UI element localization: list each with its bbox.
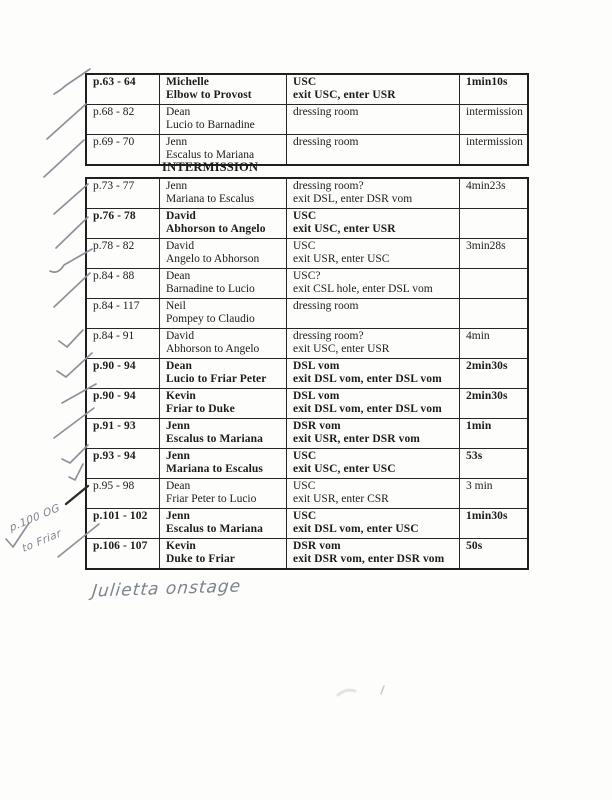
actor-change-cell: Jenn Escalus to Mariana	[159, 135, 286, 164]
pages-cell: p.93 - 94	[93, 450, 136, 462]
checkmark-p95	[69, 464, 83, 480]
slash-p68	[47, 104, 86, 139]
location-cell: USC exit USC, enter USR	[286, 75, 459, 104]
actor-change-cell: Jenn Escalus to Mariana	[159, 419, 286, 448]
location-cell: dressing room	[286, 105, 459, 134]
location-cell: USC exit USR, enter USC	[286, 239, 459, 268]
table-row	[87, 75, 527, 104]
time-cell	[459, 269, 527, 298]
table-row	[87, 538, 527, 568]
table-row	[87, 268, 527, 298]
bottom-handwritten-note: Julietta onstage	[90, 576, 243, 602]
time-cell: 53s	[459, 449, 527, 478]
time-cell: intermission	[459, 105, 527, 134]
actor-change-cell: Dean Friar Peter to Lucio	[159, 479, 286, 508]
time-cell	[459, 299, 527, 328]
checkmark-p84-91	[59, 330, 83, 347]
table-row	[87, 478, 527, 508]
location-cell: dressing room? exit USC, enter USR	[286, 329, 459, 358]
pages-cell: p.84 - 88	[93, 270, 135, 282]
speck-smudge	[338, 690, 355, 695]
time-cell: 1min10s	[459, 75, 527, 104]
table-row	[87, 418, 527, 448]
pages-cell: p.91 - 93	[93, 420, 136, 432]
pages-cell: p.101 - 102	[93, 510, 148, 522]
actor-change-cell: David Abhorson to Angelo	[159, 209, 286, 238]
pages-cell: p.84 - 91	[93, 330, 135, 342]
pages-cell: p.78 - 82	[93, 240, 135, 252]
pages-cell: p.69 - 70	[93, 136, 135, 148]
pages-cell: p.63 - 64	[93, 76, 136, 88]
time-cell: 2min30s	[459, 359, 527, 388]
time-cell	[459, 209, 527, 238]
location-cell: DSL vom exit DSL vom, enter DSL vom	[286, 359, 459, 388]
table-row	[87, 179, 527, 208]
speck-apostrophe	[381, 686, 384, 694]
actor-change-cell: Neil Pompey to Claudio	[159, 299, 286, 328]
table-row	[87, 358, 527, 388]
location-cell: USC? exit CSL hole, enter DSL vom	[286, 269, 459, 298]
pages-cell: p.68 - 82	[93, 106, 135, 118]
location-cell: USC exit USC, enter USR	[286, 209, 459, 238]
location-cell: dressing room? exit DSL, enter DSR vom	[286, 179, 459, 208]
actor-change-cell: Dean Lucio to Friar Peter	[159, 359, 286, 388]
time-cell: 1min30s	[459, 509, 527, 538]
actor-change-cell: David Abhorson to Angelo	[159, 329, 286, 358]
actor-change-cell: Dean Barnadine to Lucio	[159, 269, 286, 298]
actor-change-cell: David Angelo to Abhorson	[159, 239, 286, 268]
slash-p73	[54, 184, 88, 214]
table-row	[87, 328, 527, 358]
time-cell: intermission	[459, 135, 527, 164]
location-cell: DSR vom exit USR, enter DSR vom	[286, 419, 459, 448]
location-cell: USC exit USR, enter CSR	[286, 479, 459, 508]
slash-p76	[56, 217, 88, 248]
intermission-heading: INTERMISSION	[162, 160, 259, 174]
margin-note-line2: to Friar	[20, 527, 64, 555]
table-row	[87, 448, 527, 478]
table-row	[87, 238, 527, 268]
time-cell: 4min23s	[459, 179, 527, 208]
table-row	[87, 134, 527, 164]
actor-change-cell: Jenn Mariana to Escalus	[159, 179, 286, 208]
pages-cell: p.95 - 98	[93, 480, 135, 492]
pages-cell: p.90 - 94	[93, 360, 136, 372]
time-cell: 4min	[459, 329, 527, 358]
location-cell: USC exit USC, enter USC	[286, 449, 459, 478]
location-cell: dressing room	[286, 135, 459, 164]
time-cell: 3 min	[459, 479, 527, 508]
location-cell: dressing room	[286, 299, 459, 328]
actor-change-cell: Jenn Mariana to Escalus	[159, 449, 286, 478]
quick-change-table-act2	[85, 177, 529, 570]
pages-cell: p.90 - 94	[93, 390, 136, 402]
pages-cell: p.73 - 77	[93, 180, 135, 192]
actor-change-cell: Michelle Elbow to Provost	[159, 75, 286, 104]
table-row	[87, 208, 527, 238]
actor-change-cell: Kevin Friar to Duke	[159, 389, 286, 418]
pages-cell: p.76 - 78	[93, 210, 136, 222]
location-cell: DSR vom exit DSR vom, enter DSR vom	[286, 539, 459, 568]
table-row	[87, 298, 527, 328]
margin-note-line1: p.100 OG	[8, 501, 62, 535]
actor-change-cell: Jenn Escalus to Mariana	[159, 509, 286, 538]
table-row	[87, 104, 527, 134]
time-cell: 50s	[459, 539, 527, 568]
table-row	[87, 388, 527, 418]
table-row	[87, 508, 527, 538]
pages-cell: p.106 - 107	[93, 540, 148, 552]
time-cell: 2min30s	[459, 389, 527, 418]
time-cell: 1min	[459, 419, 527, 448]
slash-p69	[44, 140, 84, 177]
actor-change-cell: Kevin Duke to Friar	[159, 539, 286, 568]
actor-change-cell: Dean Lucio to Barnadine	[159, 105, 286, 134]
quick-change-table-act1	[85, 73, 529, 166]
location-cell: USC exit DSL vom, enter USC	[286, 509, 459, 538]
time-cell: 3min28s	[459, 239, 527, 268]
location-cell: DSL vom exit DSL vom, enter DSL vom	[286, 389, 459, 418]
pages-cell: p.84 - 117	[93, 300, 140, 312]
